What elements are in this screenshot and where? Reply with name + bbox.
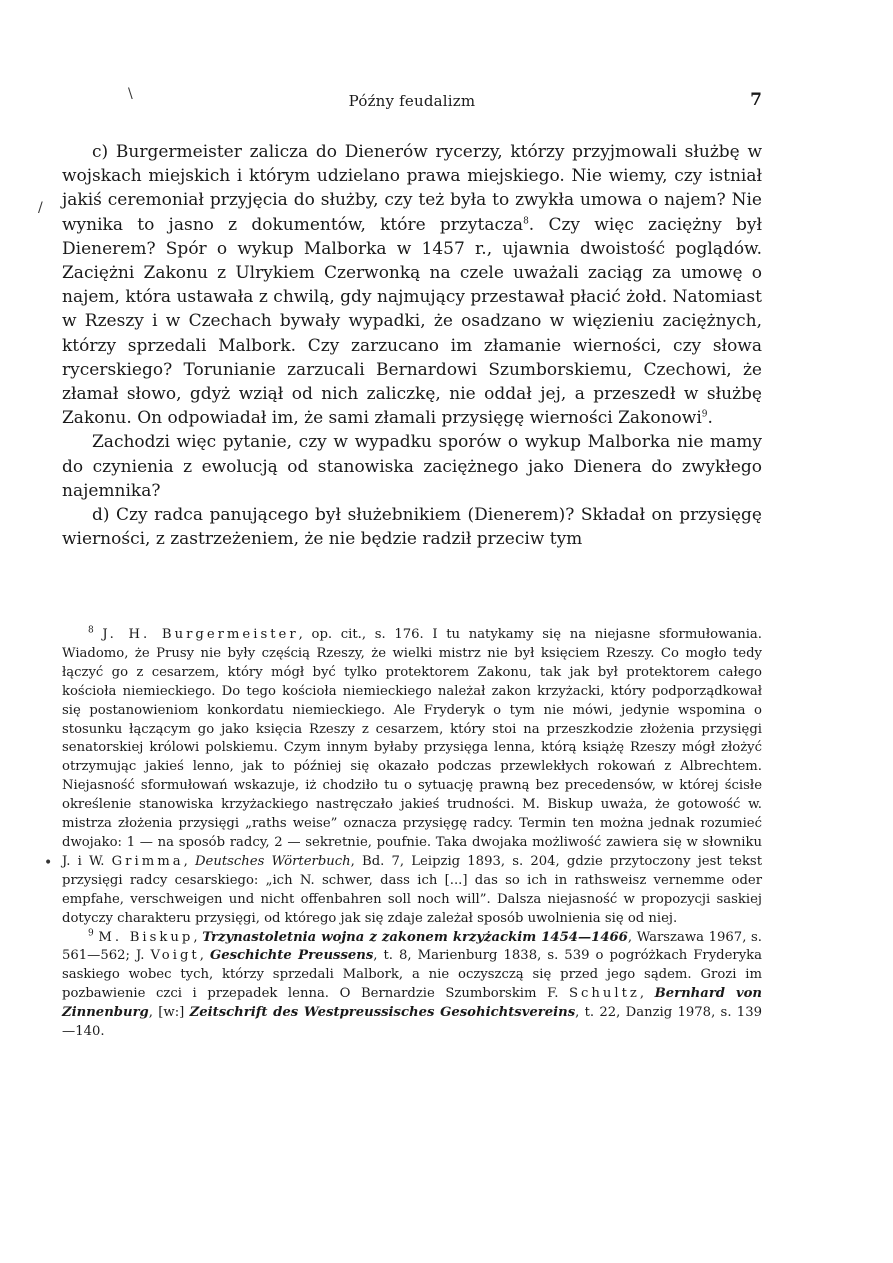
page-header xyxy=(62,92,762,116)
running-title: Późny feudalizm xyxy=(348,92,476,110)
footnote-ref-8[interactable]: 8 xyxy=(523,215,529,226)
margin-mark-top: \ xyxy=(128,86,133,102)
footnote-9-title-1: Trzynastoletnia wojna z zakonem krzyżackim 1454—1466 xyxy=(202,929,628,945)
footnote-9-title-4: Zeitschrift des Westpreussisches Gesohichtsvereins xyxy=(189,1005,576,1021)
footnote-9-marker: 9 xyxy=(88,928,94,939)
main-text xyxy=(62,140,762,551)
page-number: 7 xyxy=(750,90,762,110)
paragraph-c-text-1: c) Burgermeister zalicza do Dienerów rycerzy, którzy przyjmowali służbę w wojskach miejskich i którym udzielano prawa miejskiego. Nie wiemy, czy istniał jakiś ceremoniał przyjęcia do służby, czy też była to zwykła umowa o najem? Nie wynika to jasno z dokumentów, które przytacza xyxy=(62,142,762,235)
footnote-9-title-3: Bernhard von Zinnenburg xyxy=(62,986,762,1021)
footnote-9-sep-1: , xyxy=(193,929,203,945)
footnote-8-text: , op. cit., s. 176. I tu natykamy się na niejasne sformułowania. Wiadomo, że Prusy nie były częścią Rzeszy, że wielki mistrz nie był księciem Rzeszy. Co mogło tedy łączyć go z cesarzem, który mógł być tylko protektorem Zakonu, tak jak był protektorem całego kościoła niemieckiego. Do tego kościoła niemieckiego należał zakon krzyżacki, który podporządkował się postanowieniom konkordatu niemieckiego. Ale Fryderyk o tym nie mówi, jedynie wspomina o stosunku łączącym go jako księcia Rzeszy z cesarzem, który stoi na przeszkodzie złożenia przysięgi senatorskiej królowi polskiemu. Czym innym byłaby przysięga lenna, którą książę Rzeszy mógł złożyć otrzymując jakieś lenno, jak to później się okazało podczas przewlekłych rokowań z Albrechtem. Niejasność sformułowań wskazuje, iż chodziło tu o sytuację prawną bez precedensów, w której ścisłe określenie stanowiska krzyżackiego nastręczało jakieś trudności. M. Biskup uważa, że gotowość w. mistrza złożenia przysięgi „raths weise” oznacza przysięgę radcy. Termin ten można jednak rozumieć dwojako: 1 — na sposób radcy, 2 — sekretnie, poufnie. Taka dwojaka możliwość zawiera się w słowniku J. i W. xyxy=(62,627,762,869)
paragraph-c-text-2: . Czy więc zaciężny był Dienerem? Spór o wykup Malborka w 1457 r., ujawnia dwoistość poglądów. Zaciężni Zakonu z Ulrykiem Czerwonką na czele uważali zaciąg za umowę o najem, która ustawała z chwilą, gdy najmujący przestawał płacić żołd. Natomiast w Rzeszy i w Czechach bywały wypadki, że osadzano w więzieniu zaciężnych, którzy sprzedali Malbork. Czy zarzucano im złamanie wierności, czy słowa rycerskiego? Torunianie zarzucali Bernardowi Szumborskiemu, Czechowi, że złamał słowo, gdyż wziął od nich zaliczkę, nie oddał jej, a przeszedł w służbę Zakonu. On odpowiadał im, że sami złamali przysięgę wierności Zakonowi xyxy=(62,214,762,429)
footnote-8-title: Deutsches Wörterbuch xyxy=(194,853,351,869)
footnote-9-author-3: Schultz xyxy=(568,986,640,1002)
footnote-9-text-3: , [w:] xyxy=(148,1005,190,1021)
footnote-8-author: J. H. Burgermeister xyxy=(102,627,299,642)
footnote-8-text-2: , Bd. 7, Leipzig 1893, s. 204, gdzie przytoczony jest tekst przysięgi radcy cesarskiego: „ich N. schwer, dass ich [...] das so ich in rathsweisz vernemme oder empfahe, verschweigen und nicht offenbahren soll noch will”. Dalsza niejasność w propozycji saskiej dotyczy charakteru przysięgi, od którego jak się zdaje zależał sposób uwolnienia się od niej. xyxy=(62,853,762,926)
footnote-9-text-2: , t. 8, Marienburg 1838, s. 539 o pogróżkach Fryderyka saskiego wobec tych, którzy sprzedali Malbork, a nie oczyszczą się przed jego sądem. Grozi im pozbawienie czci i przepadek lenna. O Bernardzie Szumborskim F. xyxy=(62,948,763,1002)
footnote-ref-9[interactable]: 9 xyxy=(701,409,708,420)
footnote-9 xyxy=(62,929,762,1042)
footnote-8: $^8$ J. H. Burgermeister, op. cit., s. 176. I tu natykamy się na niejasne sformułowania. Wiadomo, że Prusy nie były częścią Rzeszy, że wielki mistrz nie był księciem Rzeszy. Co mogło tedy łączyć go z cesarzem, który mógł być tylko protektorem Zakonu, tak jak był protektorem całego kościoła niemieckiego. Do tego kościoła niemieckiego należał zakon krzyżacki, który podporządkował się postanowieniom konkordatu niemieckiego. Ale Fryderyk o tym nie mówi, jedynie wspomina o stosunku łączącym go jako księcia Rzeszy z cesarzem, który stoi na przeszkodzie złożenia przysięgi senatorskiej królowi polskiemu. Czym innym byłaby przysięga lenna, którą książę Rzeszy mógł złożyć otrzymując jakieś lenno, jak to później się okazało podczas przewlekłych rokowań z Albrechtem. Niejasność sformułowań wskazuje, iż chodziło tu o sytuację prawną bez precedensów, w której ścisłe określenie stanowiska krzyżackiego nastręczało jakieś trudności. M. Biskup uważa, że gotowość w. mistrza złożenia przysięgi „raths weise” oznacza przysięgę radcy. Termin ten można jednak rozumieć dwojako: 1 — na sposób radcy, 2 — sekretnie, poufnie. Taka dwojaka możliwość zawiera się w słowniku J. i W. Grimma, Deutsches Wörterbuch, Bd. 7, Leipzig 1893, s. 204, gdzie przytoczony jest tekst przysięgi radcy cesarskiego: „ich N. schwer, dass ich [...] das so ich in rathsweisz vernemme oder empfahe, verschweigen und nicht offenbahren soll noch will”. Dalsza niejasność w propozycji saskiej dotyczy charakteru przysięgi, od którego jak się zdaje zależał sposób uwolnienia się od niej. xyxy=(62,625,762,926)
margin-mark-left-2: • xyxy=(44,855,53,871)
footnote-8-marker: 8 xyxy=(88,625,94,636)
footnote-8-grimm: Grimma xyxy=(111,853,184,869)
footnotes xyxy=(62,626,762,1042)
footnote-9-author: M. Biskup xyxy=(98,929,194,945)
footnote-9-text-1: , Warszawa 1967, s. 561—562; J. xyxy=(62,929,762,964)
footnote-9-author-2: Voigt xyxy=(150,948,200,964)
paragraph-question: Zachodzi więc pytanie, czy w wypadku sporów o wykup Malborka nie mamy do czynienia z ewolucją od stanowiska zaciężnego jako Dienera do zwykłego najemnika? xyxy=(62,432,762,501)
footnote-9-sep-2: , xyxy=(199,948,210,964)
footnote-9-title-2: Geschichte Preussens xyxy=(209,948,374,964)
paragraph-c xyxy=(62,140,762,430)
margin-mark-left-1: / xyxy=(38,200,43,216)
paragraph-d: d) Czy radca panującego był służebnikiem (Dienerem)? Składał on przysięgę wierności, z zastrzeżeniem, że nie będzie radził przeciw tym xyxy=(62,505,762,550)
footnote-9-text-4: , t. 22, Danzig 1978, s. 139—140. xyxy=(62,1005,762,1040)
footnote-9-sep-3: , xyxy=(639,986,655,1002)
paragraph-c-text-3: . xyxy=(707,408,713,429)
